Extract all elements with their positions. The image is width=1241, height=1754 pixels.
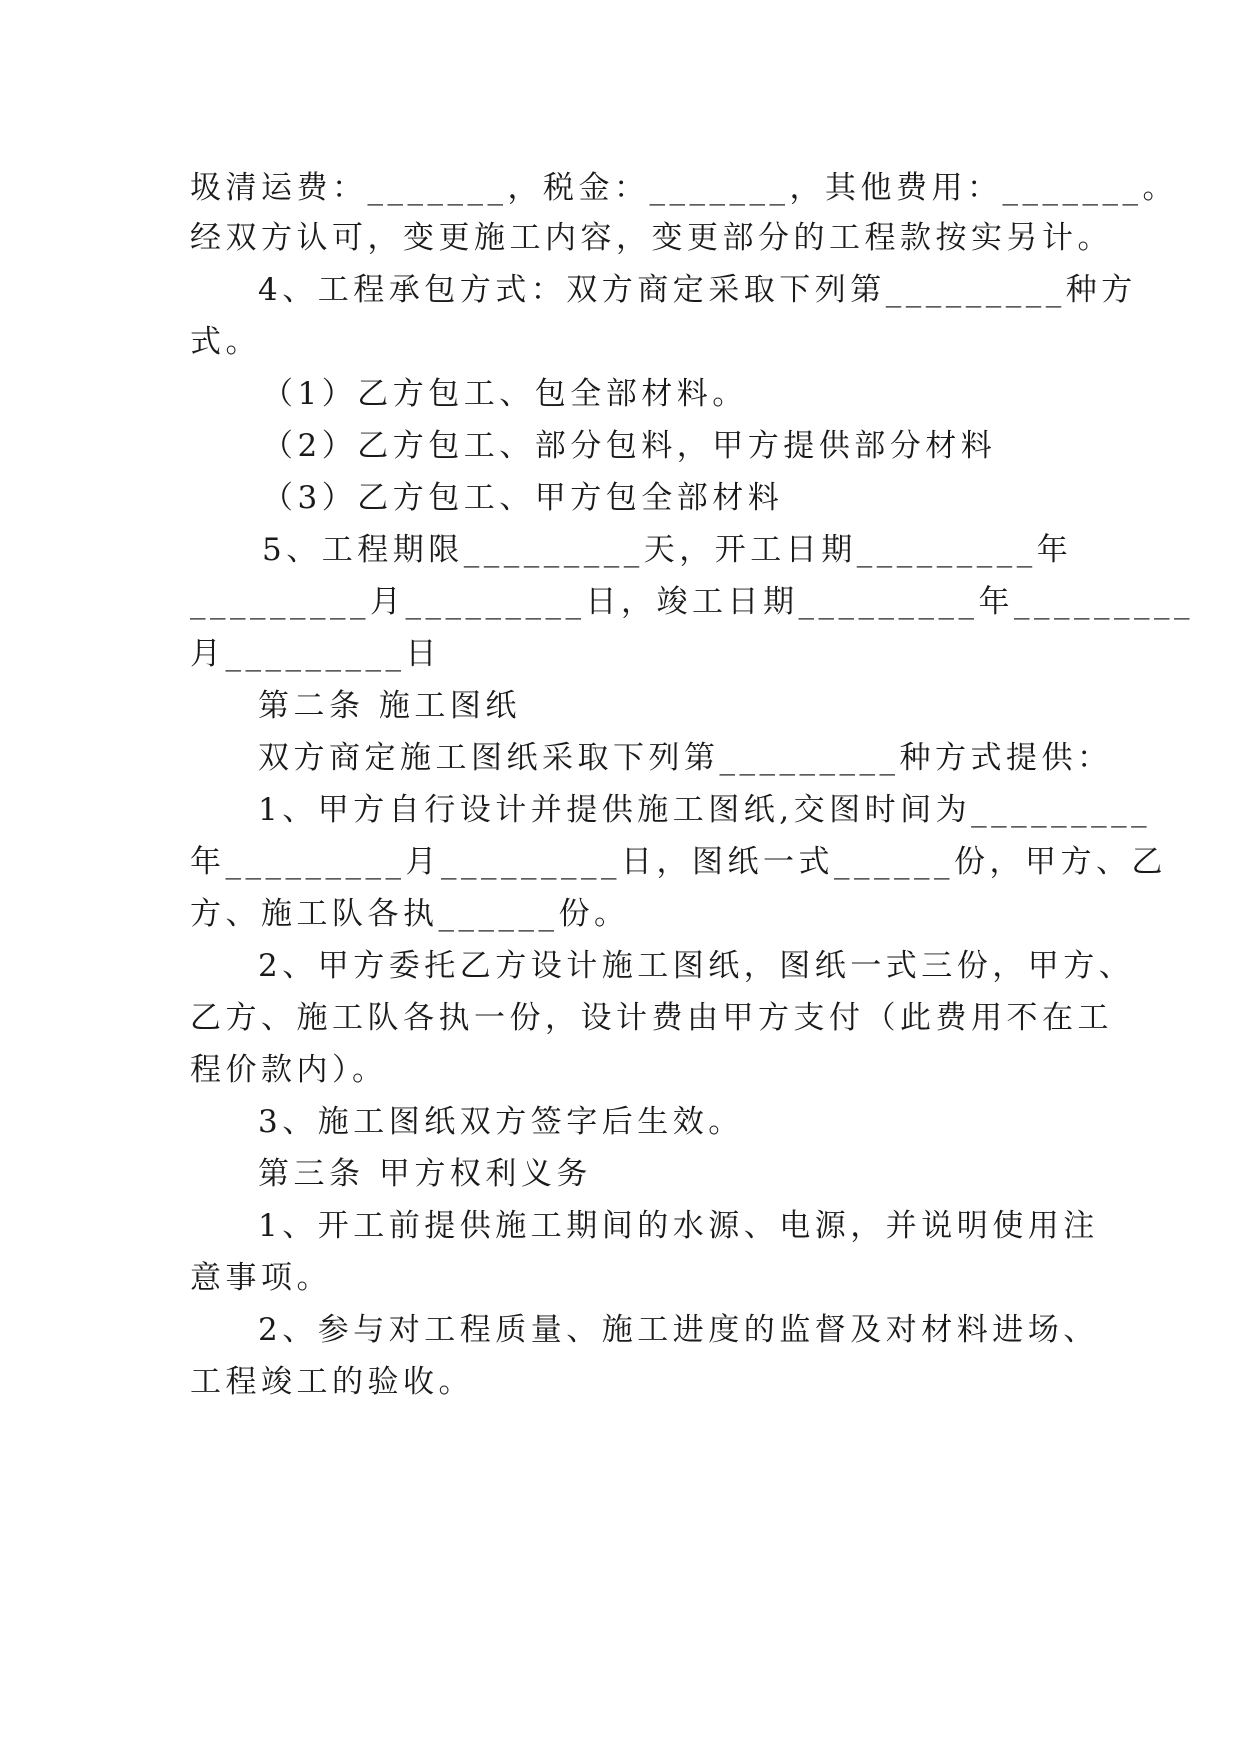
drawing-item-2-cont: 乙方、施工队各执一份，设计费由甲方支付（此费用不在工 (190, 1000, 1113, 1036)
drawing-mode-line: 双方商定施工图纸采取下列第_________种方式提供： (258, 740, 1113, 776)
contract-mode-line-cont: 式。 (190, 324, 261, 360)
drawing-item-3: 3、施工图纸双方签字后生效。 (258, 1104, 744, 1140)
drawing-item-2-end: 程价款内）。 (190, 1052, 388, 1088)
duration-line-end: 月_________日 (190, 636, 441, 672)
duty-item-2: 2、参与对工程质量、施工进度的监督及对材料进场、 (258, 1312, 1099, 1348)
drawing-item-2: 2、甲方委托乙方设计施工图纸，图纸一式三份，甲方、 (258, 948, 1135, 984)
change-clause-line: 经双方认可，变更施工内容，变更部分的工程款按实另计。 (190, 220, 1113, 256)
option-3: （3）乙方包工、甲方包全部材料 (262, 480, 784, 516)
option-1: （1）乙方包工、包全部材料。 (262, 376, 748, 412)
drawing-item-1-cont: 年_________月_________日，图纸一式______份，甲方、乙 (190, 844, 1167, 880)
duration-line: 5、工程期限_________天，开工日期_________年 (262, 532, 1073, 568)
section-heading-2: 第二条 施工图纸 (258, 688, 521, 724)
section-heading-3: 第三条 甲方权利义务 (258, 1156, 592, 1192)
contract-mode-line: 4、工程承包方式：双方商定采取下列第_________种方 (258, 272, 1137, 308)
duty-item-1: 1、开工前提供施工期间的水源、电源，并说明使用注 (258, 1208, 1099, 1244)
option-2: （2）乙方包工、部分包料，甲方提供部分材料 (262, 428, 997, 464)
duty-item-2-cont: 工程竣工的验收。 (190, 1364, 474, 1400)
duty-item-1-cont: 意事项。 (190, 1260, 332, 1296)
fee-line: 圾清运费：_______，税金：_______，其他费用：_______。 (190, 170, 1178, 206)
drawing-item-1: 1、甲方自行设计并提供施工图纸,交图时间为_________ (258, 792, 1152, 828)
drawing-item-1-end: 方、施工队各执______份。 (190, 896, 630, 932)
duration-line-cont: _________月_________日，竣工日期_________年_________ (190, 584, 1194, 620)
